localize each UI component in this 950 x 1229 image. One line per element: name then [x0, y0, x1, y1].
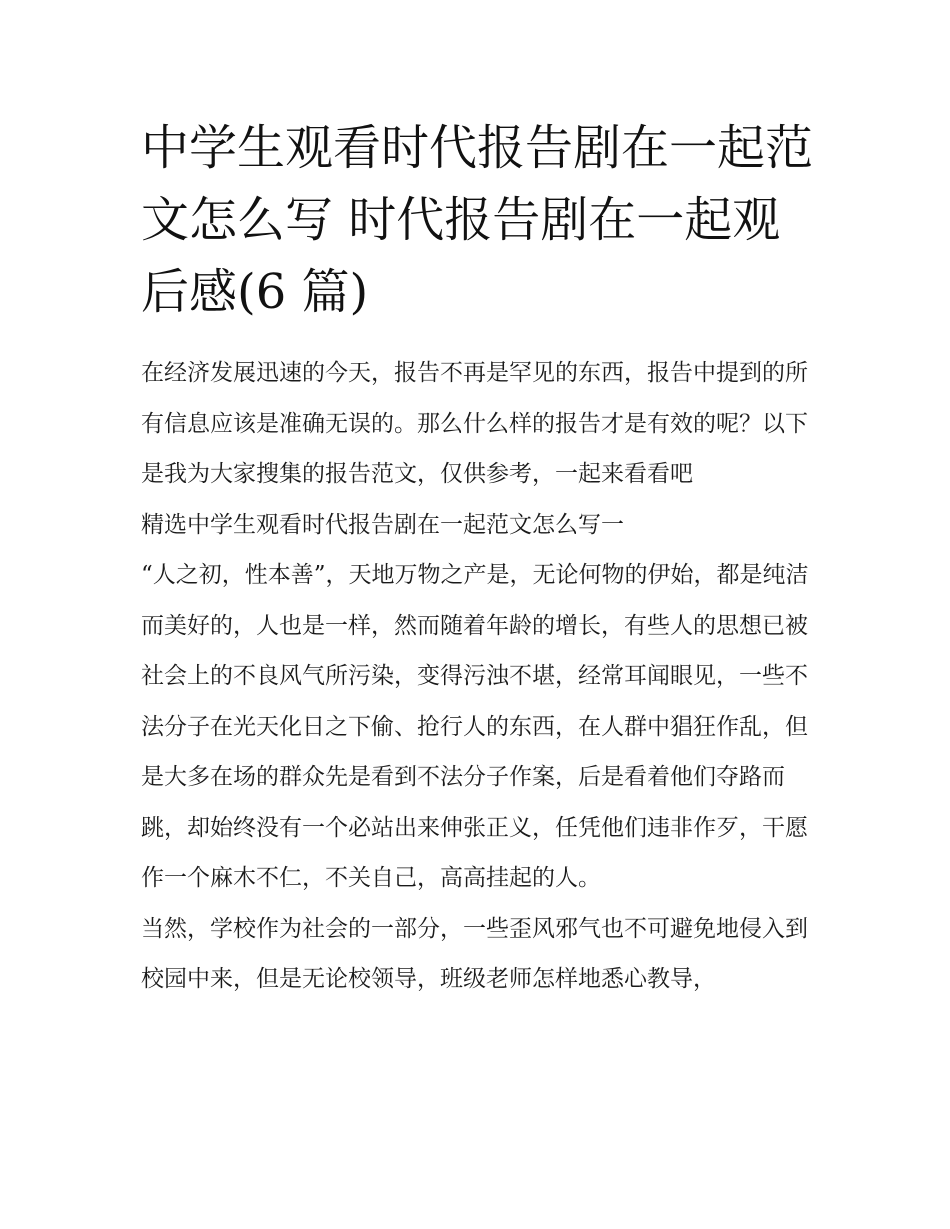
document-content [141, 112, 813, 1005]
body-paragraph-1: “人之初，性本善”，天地万物之产是，无论何物的伊始，都是纯洁而美好的，人也是一样，然而随着年龄的增长，有些人的思想已被社会上的不良风气所污染，变得污浊不堪，经常耳闻眼见，一些不法分子在光天化日之下偷、抢行人的东西，在人群中猖狂作乱，但是大多在场的群众先是看到不法分子作案，后是看着他们夺路而跳，却始终没有一个必站出来伸张正义，任凭他们违非作歹，干愿作一个麻木不仁，不关自己，高高挂起的人。 [141, 562, 809, 891]
intro-paragraph: 在经济发展迅速的今天，报告不再是罕见的东西，报告中提到的所有信息应该是准确无误的。那么什么样的报告才是有效的呢？以下是我为大家搜集的报告范文，仅供参考，一起来看看吧 [141, 360, 808, 487]
body-paragraph-2: 当然，学校作为社会的一部分，一些歪风邪气也不可避免地侵入到校园中来，但是无论校领导，班级老师怎样地悉心教导， [141, 915, 808, 992]
section-heading: 精选中学生观看时代报告剧在一起范文怎么写一 [141, 511, 624, 538]
document-title: 中学生观看时代报告剧在一起范文怎么写 时代报告剧在一起观后感(6 篇) [141, 120, 814, 320]
